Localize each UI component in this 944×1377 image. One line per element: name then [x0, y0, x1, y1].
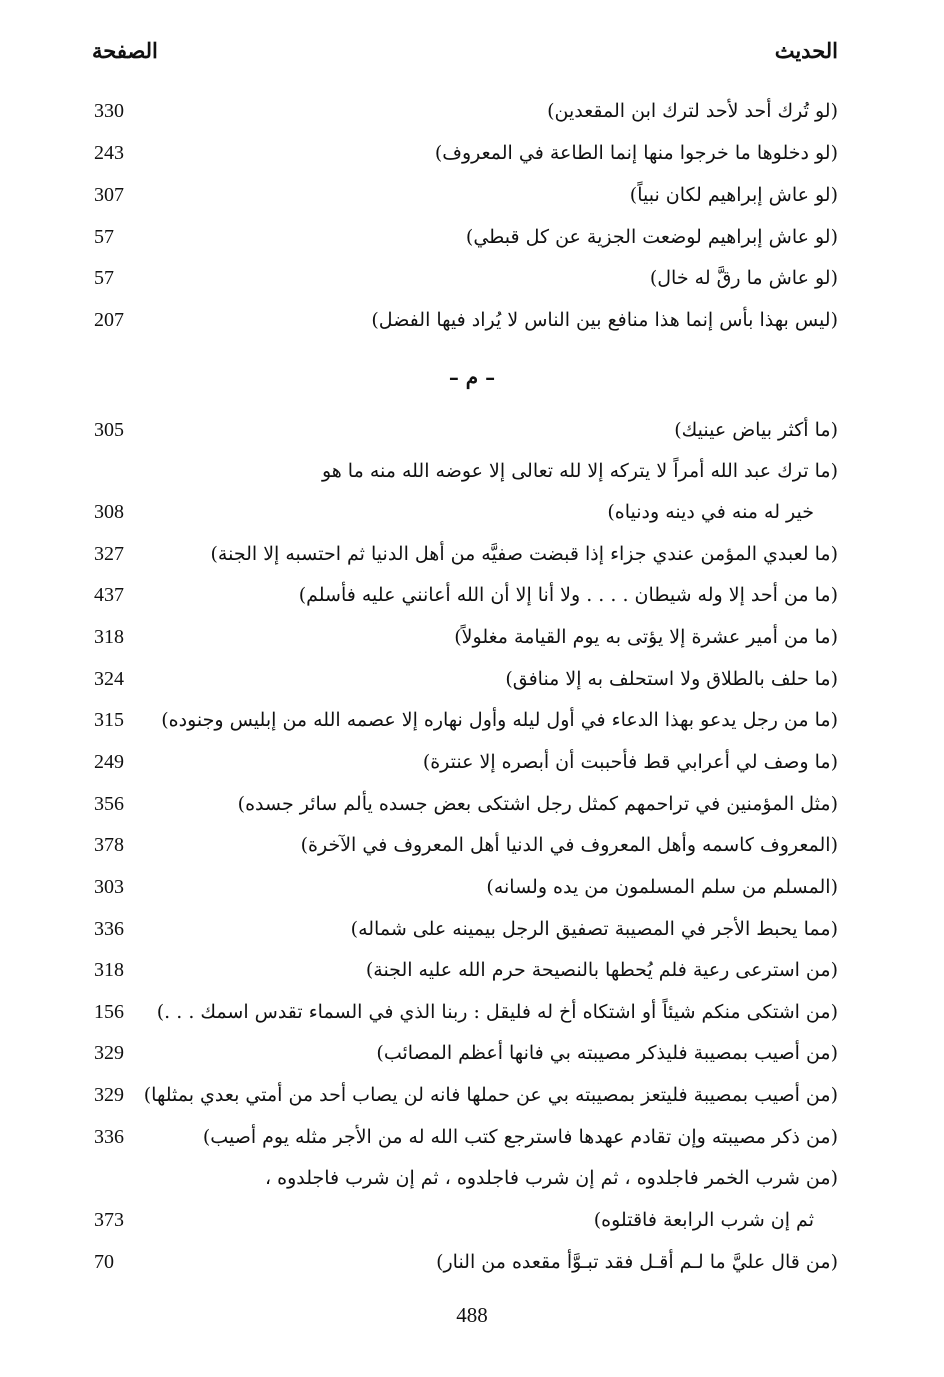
page-ref: 308 — [94, 501, 124, 523]
page-ref: 156 — [94, 1001, 124, 1023]
list-item — [0, 1042, 944, 1076]
list-item — [0, 226, 944, 260]
page-ref: 307 — [94, 184, 124, 206]
hadith-text: (ما وصف لي أعرابي قط فأحببت أن أبصره إلا عنترة) — [422, 751, 838, 773]
page-ref: 327 — [94, 543, 124, 565]
list-item — [0, 709, 944, 743]
list-item — [0, 1209, 944, 1243]
list-item — [0, 309, 944, 343]
hadith-text: (لو عاش إبراهيم لوضعت الجزية عن كل قبطي) — [465, 226, 838, 248]
page-ref: 315 — [94, 709, 124, 731]
section-heading: – م – — [448, 365, 496, 389]
page-ref: 318 — [94, 626, 124, 648]
hadith-text: (ما حلف بالطلاق ولا استحلف به إلا منافق) — [505, 668, 838, 690]
hadith-text: (ما لعبدي المؤمن عندي جزاء إذا قبضت صفيَّه من أهل الدنيا ثم احتسبه إلا الجنة) — [210, 543, 838, 565]
page-ref: 243 — [94, 142, 124, 164]
list-item — [0, 793, 944, 827]
hadith-text: (المسلم من سلم المسلمون من يده ولسانه) — [486, 876, 838, 898]
list-item — [0, 267, 944, 301]
list-item — [0, 1126, 944, 1160]
page-ref: 437 — [94, 584, 124, 606]
page-ref: 305 — [94, 419, 124, 441]
list-item — [0, 584, 944, 618]
page-ref: 336 — [94, 1126, 124, 1148]
list-item — [0, 918, 944, 952]
hadith-text: (من شرب الخمر فاجلدوه ، ثم إن شرب فاجلدوه ، ثم إن شرب فاجلدوه ، — [264, 1167, 838, 1189]
hadith-text: (لو دخلوها ما خرجوا منها إنما الطاعة في المعروف) — [434, 142, 838, 164]
page-ref: 336 — [94, 918, 124, 940]
hadith-text: (من ذكر مصيبته وإن تقادم عهدها فاسترجع كتب الله له من الأجر مثله يوم أصيب) — [202, 1126, 838, 1148]
list-item — [0, 959, 944, 993]
hadith-text: (ما ترك عبد الله أمراً لا يتركه إلا لله تعالى إلا عوضه الله منه ما هو — [321, 460, 838, 482]
list-item — [0, 419, 944, 453]
page-ref: 373 — [94, 1209, 124, 1231]
hadith-text: (لو عاش ما رقَّ له خال) — [649, 267, 838, 289]
page-number: 488 — [456, 1303, 488, 1327]
list-item — [0, 1167, 944, 1201]
page-ref: 330 — [94, 100, 124, 122]
hadith-text: (من أصيب بمصيبة فليذكر مصيبته بي فانها أعظم المصائب) — [376, 1042, 838, 1064]
page-ref: 329 — [94, 1042, 124, 1064]
list-item — [0, 543, 944, 577]
hadith-text: (ما من أحد إلا وله شيطان . . . . ولا أنا إلا أن الله أعانني عليه فأسلم) — [298, 584, 838, 606]
page-ref: 249 — [94, 751, 124, 773]
page-ref: 329 — [94, 1084, 124, 1106]
hadith-text: خير له منه في دينه ودنياه) — [607, 501, 814, 523]
hadith-text: (من قال عليَّ ما لـم أقـل فقد تبـوَّأ مقعده من النار) — [436, 1251, 838, 1273]
hadith-text: (ما من رجل يدعو بهذا الدعاء في أول ليله وأول نهاره إلا عصمه الله من إبليس وجنوده) — [161, 709, 838, 731]
list-item — [0, 751, 944, 785]
hadith-text: (لو تُرك أحد لأحد لترك ابن المقعدين) — [547, 100, 838, 122]
page-ref: 57 — [94, 226, 114, 248]
list-item — [0, 626, 944, 660]
list-item — [0, 1084, 944, 1118]
hadith-text: (المعروف كاسمه وأهل المعروف في الدنيا أهل المعروف في الآخرة) — [300, 834, 838, 856]
hadith-text: (من اشتكى منكم شيئاً أو اشتكاه أخ له فليقل : ربنا الذي في السماء تقدس اسمك . . .) — [156, 1001, 838, 1023]
hadith-text: (مما يحبط الأجر في المصيبة تصفيق الرجل بيمينه على شماله) — [350, 918, 838, 940]
page-ref: 378 — [94, 834, 124, 856]
hadith-text: (من أصيب بمصيبة فليتعز بمصيبته بي عن حملها فانه لن يصاب أحد من أمتي بعدي بمثلها) — [143, 1084, 838, 1106]
hadith-text: (ما من أمير عشرة إلا يؤتى به يوم القيامة مغلولاً) — [454, 626, 838, 648]
hadith-text: (ما أكثر بياض عينيك) — [674, 419, 838, 441]
page-ref: 324 — [94, 668, 124, 690]
page-ref: 303 — [94, 876, 124, 898]
list-item — [0, 834, 944, 868]
page-ref: 70 — [94, 1251, 114, 1273]
list-item — [0, 460, 944, 494]
list-item — [0, 501, 944, 535]
list-item — [0, 142, 944, 176]
page-ref: 356 — [94, 793, 124, 815]
list-item — [0, 100, 944, 134]
list-item — [0, 668, 944, 702]
hadith-text: (لو عاش إبراهيم لكان نبياً) — [629, 184, 838, 206]
page-ref: 57 — [94, 267, 114, 289]
list-item — [0, 184, 944, 218]
page-header-right: الحديث — [774, 38, 838, 63]
page-ref: 318 — [94, 959, 124, 981]
list-item — [0, 1001, 944, 1035]
page-header-left: الصفحة — [92, 38, 158, 63]
list-item — [0, 1251, 944, 1285]
hadith-text: (ليس بهذا بأس إنما هذا منافع بين الناس لا يُراد فيها الفضل) — [371, 309, 838, 331]
hadith-text: ثم إن شرب الرابعة فاقتلوه) — [593, 1209, 814, 1231]
page-ref: 207 — [94, 309, 124, 331]
list-item — [0, 876, 944, 910]
hadith-text: (من استرعى رعية فلم يُحطها بالنصيحة حرم الله عليه الجنة) — [365, 959, 838, 981]
hadith-text: (مثل المؤمنين في تراحمهم كمثل رجل اشتكى بعض جسده يألم سائر جسده) — [237, 793, 838, 815]
